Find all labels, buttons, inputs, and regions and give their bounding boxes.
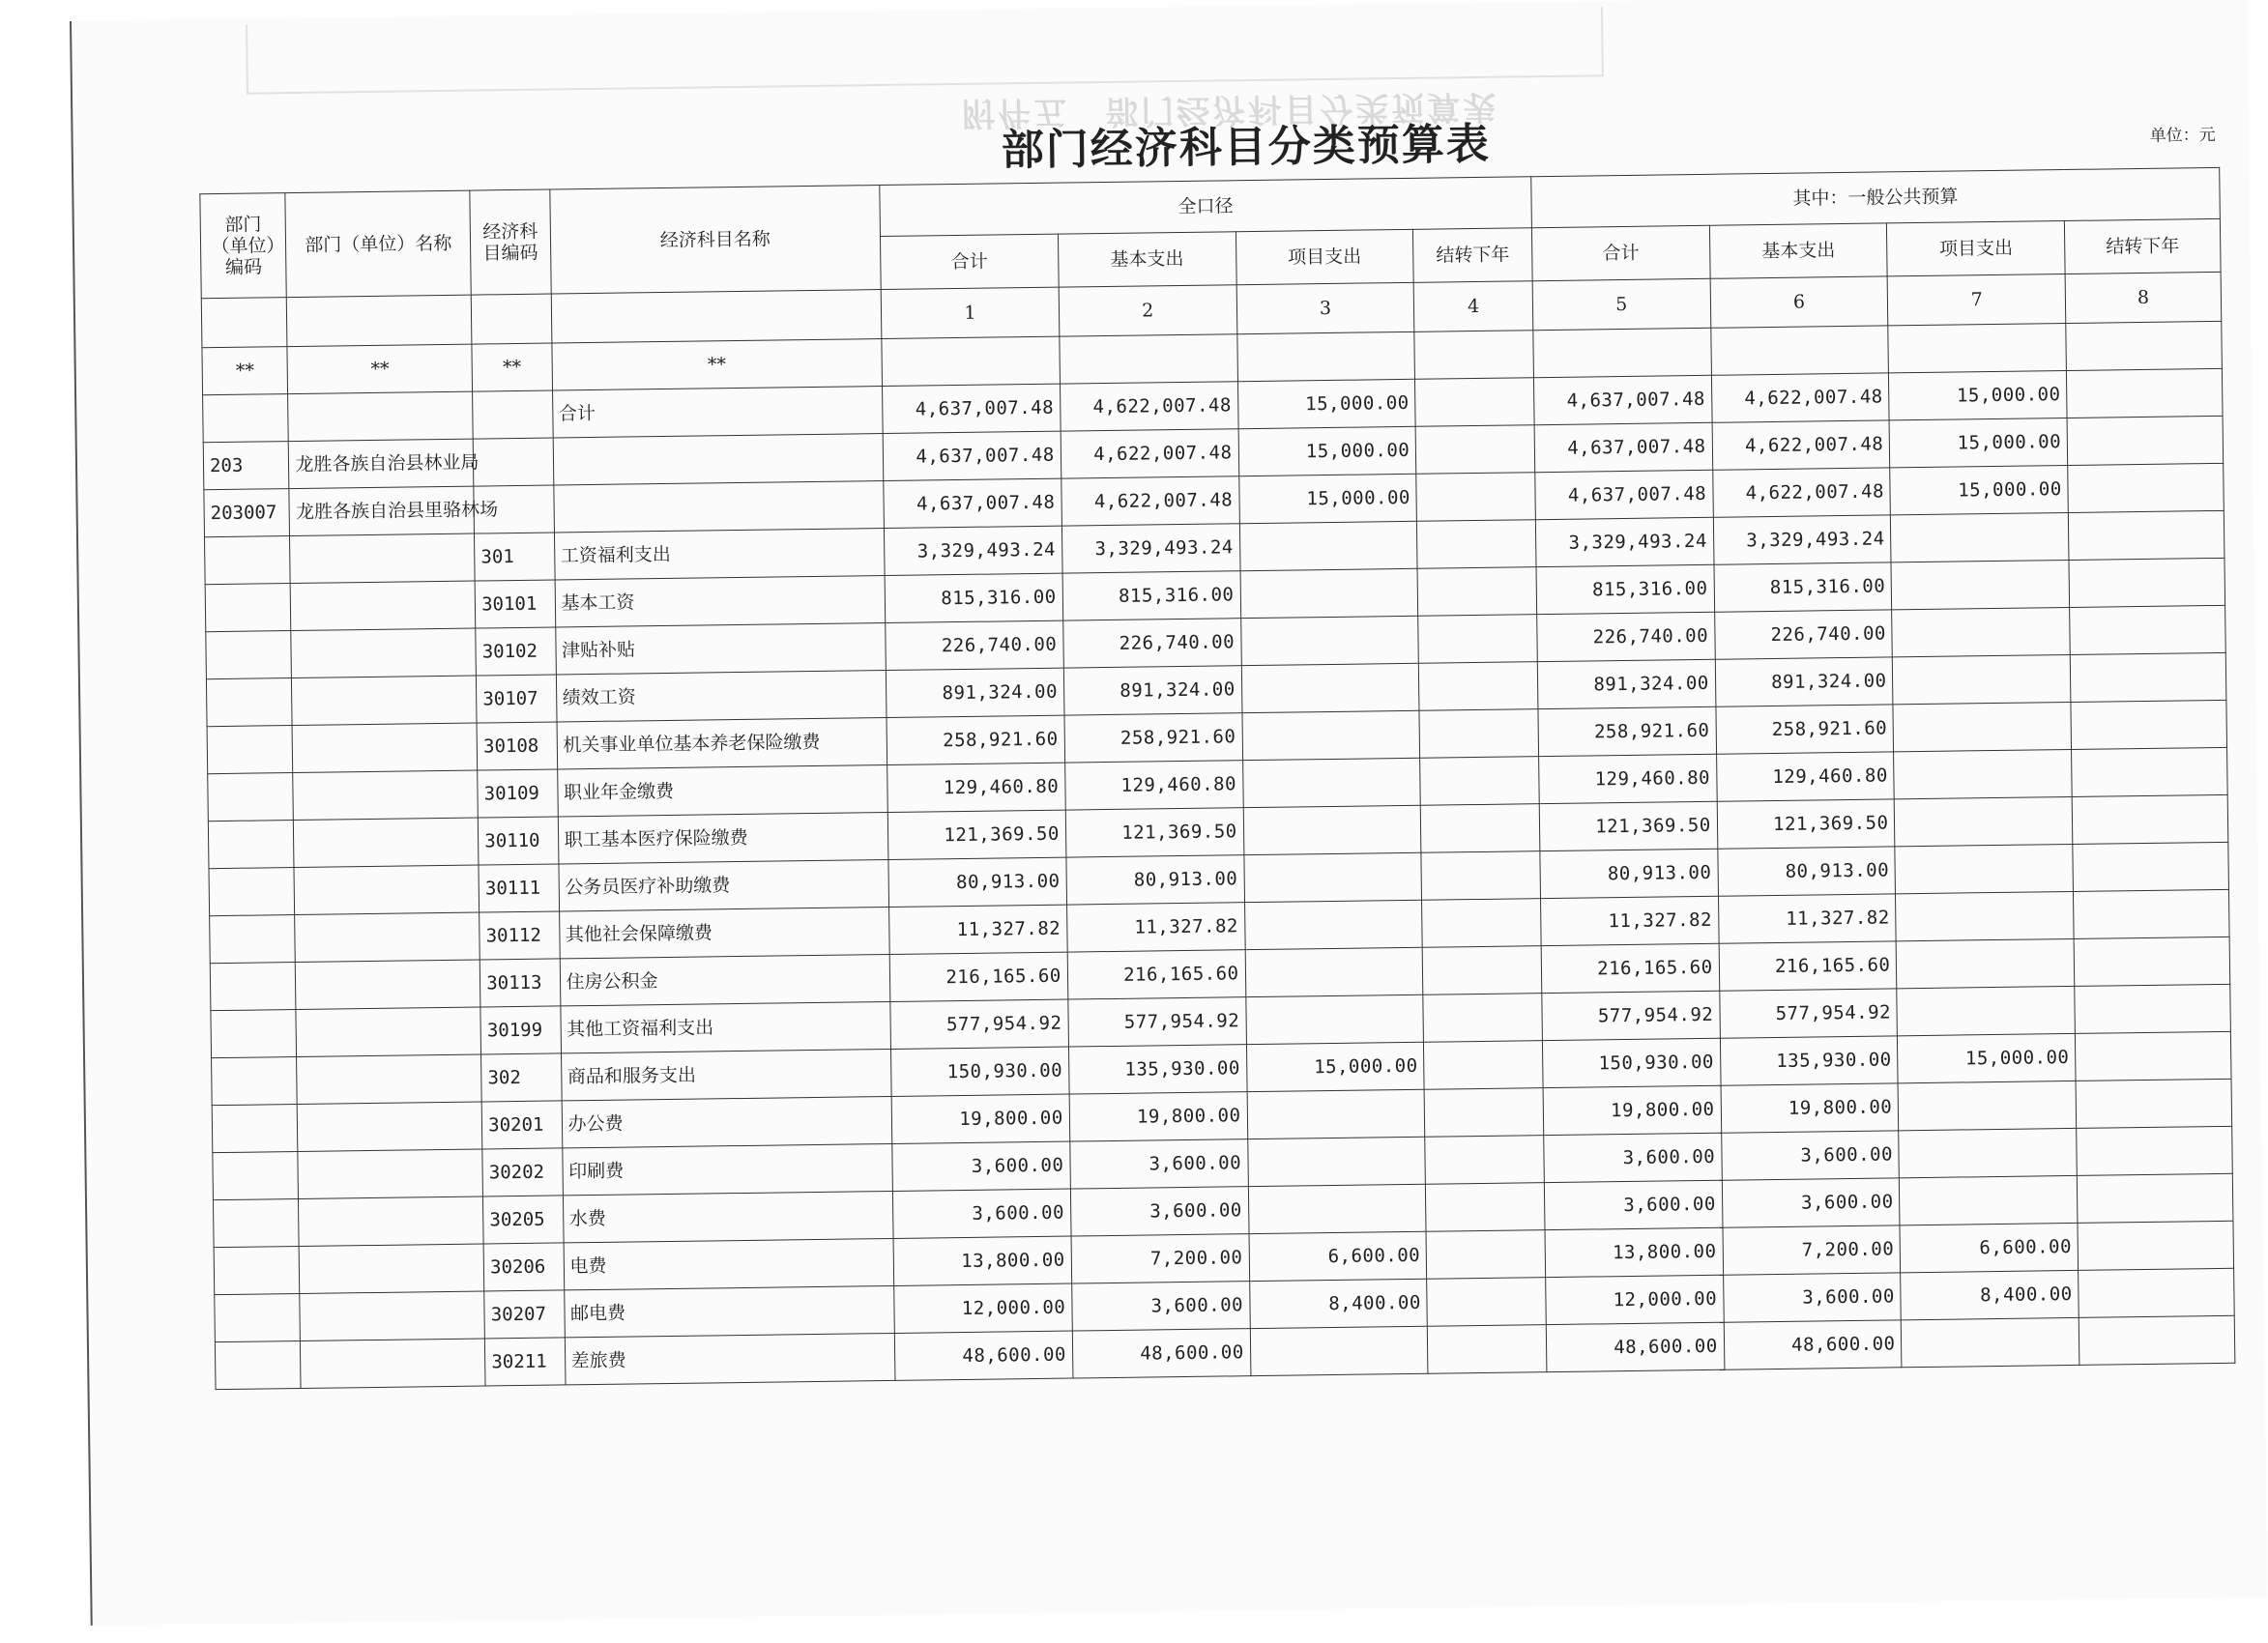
cell-amount — [1895, 796, 2073, 846]
cell-amount — [1415, 378, 1534, 427]
cell-amount: 216,165.60 — [1067, 950, 1245, 999]
cell-amount — [1892, 607, 2070, 656]
cell-econ-code: 30107 — [477, 675, 557, 723]
cell-dept-name: 龙胜各族自治县里骆林场 — [289, 486, 474, 535]
header-sub-total: 合计 — [1531, 225, 1709, 280]
cell-amount — [1417, 567, 1536, 617]
cell-econ-code: 302 — [481, 1053, 562, 1102]
cell-amount: 4,622,007.48 — [1061, 429, 1238, 478]
cell-amount: 48,600.00 — [1724, 1320, 1902, 1369]
cell-amount: 129,460.80 — [1716, 752, 1894, 801]
cell-amount — [1248, 1184, 1426, 1233]
cell-amount — [1427, 1278, 1546, 1327]
cell-dept-name: 龙胜各族自治县林业局 — [289, 439, 474, 488]
cell-amount — [2067, 416, 2223, 465]
page-title: 部门经济科目分类预算表 — [1001, 119, 1492, 176]
cell-amount: 11,327.82 — [1066, 903, 1244, 952]
cell-amount: 3,329,493.24 — [1535, 517, 1713, 566]
cell-econ-name: 电费 — [564, 1238, 894, 1289]
cell-amount — [1893, 702, 2071, 751]
cell-econ-name: 基本工资 — [555, 576, 886, 627]
cell-amount: 15,000.00 — [1246, 1042, 1424, 1091]
header-index-number: 6 — [1710, 276, 1888, 328]
cell-dept-code — [206, 631, 292, 679]
cell-dept-code: 203007 — [204, 489, 290, 537]
cell-econ-name: 津贴补贴 — [555, 623, 886, 675]
cell-econ-code: 30112 — [480, 911, 560, 960]
header-sub-carryover: 结转下年 — [1413, 228, 1532, 283]
cell-amount: 3,329,493.24 — [1061, 524, 1239, 573]
cell-amount — [1239, 521, 1417, 570]
cell-amount: 48,600.00 — [1546, 1322, 1724, 1371]
cell-dept-code — [214, 1247, 300, 1295]
cell-amount: 129,460.80 — [887, 763, 1065, 812]
cell-amount — [1247, 1089, 1425, 1139]
cell-dept-name — [292, 723, 477, 772]
header-index-blank — [287, 295, 472, 346]
cell-dept-name — [297, 1054, 481, 1104]
cell-econ-name: 办公费 — [562, 1096, 892, 1147]
cell-amount — [1245, 947, 1423, 996]
cell-amount — [1899, 1128, 2077, 1177]
cell-amount — [1533, 328, 1711, 377]
header-index-number: 3 — [1236, 282, 1414, 333]
cell-econ-code — [473, 390, 553, 439]
cell-amount: 15,000.00 — [1237, 379, 1415, 428]
cell-amount: 3,600.00 — [892, 1189, 1070, 1238]
cell-dept-name — [294, 865, 479, 914]
cell-amount — [2071, 700, 2226, 749]
cell-amount: 129,460.80 — [1064, 761, 1242, 810]
cell-dept-name — [296, 960, 480, 1009]
bleed-through-table — [246, 7, 1604, 94]
cell-amount: 135,930.00 — [1068, 1045, 1246, 1094]
header-dept-code: 部门（单位）编码 — [200, 193, 287, 299]
cell-econ-name: 公务员医疗补助缴费 — [558, 859, 888, 910]
cell-amount — [1418, 615, 1537, 664]
cell-amount: 121,369.50 — [1539, 801, 1717, 850]
cell-amount — [1243, 852, 1421, 902]
cell-amount — [1240, 616, 1418, 665]
header-index-blank — [551, 290, 882, 343]
cell-econ-name: 商品和服务支出 — [561, 1049, 891, 1100]
cell-amount — [1896, 891, 2074, 940]
cell-amount: 121,369.50 — [1065, 808, 1243, 857]
cell-amount — [1710, 326, 1888, 375]
cell-amount — [1900, 1175, 2078, 1225]
cell-amount: 12,000.00 — [894, 1283, 1072, 1333]
cell-amount: 4,637,007.48 — [1533, 375, 1711, 424]
cell-econ-name: 工资福利支出 — [554, 529, 885, 580]
cell-amount: 80,913.00 — [1540, 849, 1718, 898]
cell-amount: 815,316.00 — [1062, 571, 1240, 620]
cell-amount: 4,637,007.48 — [884, 478, 1061, 528]
cell-dept-code — [208, 773, 294, 822]
header-index-number: 2 — [1059, 285, 1236, 336]
cell-dept-name — [300, 1291, 484, 1340]
cell-econ-code: 30108 — [477, 722, 557, 770]
cell-amount — [1243, 805, 1421, 854]
cell-dept-code — [204, 536, 290, 585]
cell-amount: 12,000.00 — [1546, 1275, 1724, 1324]
cell-amount — [1421, 851, 1540, 901]
cell-econ-code: 30201 — [481, 1101, 562, 1149]
cell-amount: 8,400.00 — [1249, 1279, 1427, 1328]
cell-econ-code: 30202 — [482, 1148, 563, 1196]
cell-amount: 4,622,007.48 — [1711, 373, 1889, 422]
cell-econ-name: ** — [551, 339, 882, 390]
cell-amount: 13,800.00 — [1545, 1227, 1723, 1277]
cell-amount — [1236, 331, 1414, 381]
cell-amount: 4,622,007.48 — [1060, 382, 1237, 431]
cell-amount: 19,800.00 — [891, 1094, 1069, 1143]
cell-amount — [1898, 1081, 2076, 1130]
cell-amount: 891,324.00 — [886, 668, 1063, 717]
cell-amount: 216,165.60 — [889, 952, 1067, 1001]
cell-amount — [1888, 323, 2066, 372]
cell-amount — [1902, 1317, 2079, 1367]
cell-amount: 135,930.00 — [1720, 1036, 1898, 1085]
cell-dept-name — [291, 628, 476, 677]
cell-amount: 15,000.00 — [1890, 465, 2068, 514]
cell-amount: 3,329,493.24 — [1713, 515, 1891, 564]
cell-amount: 11,327.82 — [889, 905, 1067, 954]
cell-amount — [1421, 804, 1540, 853]
header-sub-carryover: 结转下年 — [2065, 218, 2222, 274]
cell-amount — [2074, 937, 2229, 986]
cell-dept-name — [295, 912, 480, 962]
scanned-page — [70, 0, 2268, 1626]
cell-dept-code: 203 — [203, 442, 289, 490]
cell-amount — [1423, 994, 1542, 1043]
cell-amount: 4,637,007.48 — [883, 431, 1061, 480]
cell-dept-name — [294, 818, 479, 867]
cell-amount: 7,200.00 — [1723, 1225, 1901, 1275]
budget-table — [199, 167, 2235, 1390]
cell-econ-name: 其他工资福利支出 — [560, 1001, 890, 1052]
cell-dept-code — [208, 821, 294, 869]
cell-amount: 226,740.00 — [1714, 610, 1892, 659]
cell-amount — [2072, 794, 2227, 844]
cell-amount — [2077, 1126, 2232, 1175]
cell-amount — [2066, 321, 2222, 370]
cell-amount — [1894, 749, 2072, 798]
cell-econ-name: 水费 — [563, 1191, 893, 1242]
cell-econ-code — [473, 438, 553, 486]
cell-amount: 3,600.00 — [1070, 1187, 1248, 1236]
cell-amount — [2076, 1079, 2231, 1128]
header-group-all: 全口径 — [880, 177, 1532, 237]
cell-amount: 3,600.00 — [1544, 1180, 1722, 1229]
cell-dept-name — [292, 676, 477, 725]
cell-econ-code: 30101 — [475, 580, 555, 628]
cell-amount: 258,921.60 — [887, 715, 1064, 764]
cell-amount: 6,600.00 — [1900, 1223, 2078, 1272]
cell-dept-name — [296, 1007, 480, 1056]
cell-amount — [1247, 1137, 1425, 1186]
header-dept-name: 部门（单位）名称 — [285, 190, 471, 297]
cell-amount — [1242, 758, 1420, 807]
table-body — [202, 321, 2235, 1389]
cell-amount — [1428, 1325, 1547, 1374]
cell-dept-name — [288, 391, 473, 441]
cell-dept-code — [210, 915, 296, 964]
cell-amount: 15,000.00 — [1238, 426, 1416, 476]
cell-amount: 121,369.50 — [887, 810, 1065, 859]
cell-amount: 3,600.00 — [1721, 1131, 1899, 1180]
cell-amount — [1424, 1088, 1543, 1138]
bleed-through-title: 附件五 部门经济科目分类预算表 — [962, 86, 1499, 132]
cell-amount: 15,000.00 — [1898, 1033, 2076, 1082]
cell-dept-name — [301, 1339, 485, 1388]
cell-dept-name — [299, 1244, 483, 1293]
header-index-blank — [471, 294, 551, 344]
cell-amount — [1425, 1136, 1544, 1185]
cell-amount — [2069, 558, 2224, 607]
cell-econ-code: ** — [472, 343, 552, 391]
cell-econ-code: 30211 — [485, 1338, 566, 1386]
header-group-general: 其中：一般公共预算 — [1531, 167, 2221, 227]
cell-dept-code — [210, 963, 296, 1011]
cell-econ-name: 职工基本医疗保险缴费 — [558, 812, 888, 863]
cell-econ-name — [553, 481, 884, 533]
cell-econ-code: 30199 — [480, 1006, 561, 1054]
cell-amount: 216,165.60 — [1541, 943, 1719, 993]
cell-amount — [1424, 1041, 1543, 1090]
cell-dept-code — [212, 1105, 298, 1153]
cell-amount — [1897, 938, 2075, 988]
cell-amount: 258,921.60 — [1064, 713, 1242, 763]
cell-econ-code: 30111 — [479, 864, 559, 912]
cell-amount: 8,400.00 — [1901, 1270, 2079, 1319]
cell-econ-name: 住房公积金 — [560, 954, 890, 1005]
cell-amount — [1245, 994, 1423, 1044]
cell-amount: 891,324.00 — [1715, 657, 1893, 706]
cell-amount — [2069, 510, 2224, 560]
cell-amount: 216,165.60 — [1719, 941, 1897, 991]
cell-econ-name: 机关事业单位基本养老保险缴费 — [557, 718, 887, 769]
cell-dept-name — [298, 1149, 482, 1198]
cell-econ-name: 印刷费 — [562, 1143, 892, 1195]
cell-amount — [1422, 946, 1541, 995]
cell-dept-code — [215, 1293, 301, 1341]
cell-amount: 80,913.00 — [888, 857, 1066, 907]
cell-amount: 15,000.00 — [1889, 418, 2067, 467]
cell-amount: 13,800.00 — [893, 1236, 1071, 1285]
cell-amount: 4,637,007.48 — [882, 384, 1060, 433]
cell-amount — [882, 336, 1060, 386]
cell-amount — [2079, 1315, 2234, 1365]
cell-dept-code — [211, 1010, 297, 1058]
cell-amount: 226,740.00 — [1537, 612, 1715, 661]
cell-amount — [1416, 473, 1535, 522]
cell-econ-code: 30110 — [479, 817, 559, 865]
cell-econ-name: 绩效工资 — [556, 671, 887, 722]
header-sub-project: 项目支出 — [1887, 221, 2065, 276]
cell-amount: 891,324.00 — [1537, 659, 1715, 708]
cell-dept-code — [203, 394, 289, 443]
cell-dept-name — [293, 770, 478, 820]
cell-dept-name — [290, 533, 475, 583]
cell-amount — [2067, 368, 2223, 418]
cell-dept-name: ** — [287, 344, 472, 393]
cell-econ-code: 30109 — [478, 769, 558, 818]
cell-amount — [1422, 899, 1541, 948]
cell-amount: 129,460.80 — [1538, 754, 1716, 803]
header-index-number: 1 — [881, 287, 1059, 338]
header-sub-basic: 基本支出 — [1058, 232, 1236, 287]
cell-dept-code — [213, 1199, 299, 1248]
cell-amount: 226,740.00 — [1062, 619, 1240, 668]
cell-econ-code: 30206 — [483, 1243, 564, 1291]
cell-dept-code — [209, 868, 295, 916]
cell-amount — [1242, 710, 1420, 760]
cell-amount — [1426, 1183, 1545, 1232]
cell-amount: 3,600.00 — [1723, 1273, 1901, 1322]
cell-econ-name: 合计 — [552, 387, 883, 438]
cell-econ-name: 职业年金缴费 — [557, 764, 887, 816]
cell-amount — [1893, 654, 2071, 704]
cell-amount: 11,327.82 — [1718, 894, 1896, 943]
cell-amount — [1417, 520, 1536, 569]
cell-amount: 19,800.00 — [1721, 1083, 1899, 1133]
cell-amount: 3,600.00 — [1071, 1282, 1249, 1331]
cell-amount: 4,622,007.48 — [1712, 420, 1890, 470]
cell-amount: 7,200.00 — [1071, 1234, 1249, 1283]
cell-amount: 80,913.00 — [1066, 855, 1244, 905]
cell-amount: 19,800.00 — [1069, 1092, 1247, 1141]
cell-amount: 577,954.92 — [1719, 989, 1897, 1038]
cell-amount: 815,316.00 — [1536, 564, 1714, 614]
cell-amount — [1426, 1230, 1545, 1280]
cell-amount: 4,622,007.48 — [1061, 476, 1239, 526]
cell-amount: 3,329,493.24 — [884, 526, 1061, 575]
header-econ-code: 经济科目编码 — [470, 189, 551, 295]
cell-amount: 891,324.00 — [1063, 666, 1241, 715]
cell-amount: 121,369.50 — [1717, 799, 1895, 849]
cell-amount: 4,637,007.48 — [1535, 470, 1713, 519]
cell-amount: 577,954.92 — [1542, 991, 1720, 1040]
cell-amount — [1240, 568, 1418, 618]
header-index-number: 7 — [1888, 274, 2066, 326]
cell-econ-name: 差旅费 — [565, 1333, 895, 1384]
cell-econ-name — [553, 434, 884, 485]
cell-amount — [1244, 900, 1422, 949]
header-sub-total: 合计 — [880, 234, 1058, 289]
cell-dept-code — [206, 678, 292, 727]
cell-amount: 11,327.82 — [1540, 896, 1718, 945]
cell-amount: 80,913.00 — [1717, 847, 1895, 896]
cell-amount — [1060, 334, 1237, 384]
cell-amount — [1891, 512, 2069, 562]
cell-econ-name: 其他社会保障缴费 — [559, 907, 889, 958]
cell-econ-code: 30205 — [483, 1196, 564, 1244]
cell-amount: 15,000.00 — [1889, 370, 2067, 419]
cell-dept-code: ** — [202, 347, 288, 395]
cell-amount — [1419, 709, 1538, 759]
cell-amount — [1250, 1326, 1428, 1375]
cell-amount — [1414, 331, 1533, 380]
cell-amount: 4,622,007.48 — [1712, 468, 1890, 517]
cell-amount — [1891, 560, 2069, 609]
cell-amount: 226,740.00 — [886, 620, 1063, 670]
cell-amount — [2073, 842, 2228, 891]
cell-amount — [1241, 663, 1419, 712]
cell-dept-code — [205, 584, 291, 632]
unit-label: 单位：元 — [2149, 125, 2216, 146]
cell-amount: 577,954.92 — [1068, 997, 1246, 1047]
cell-amount: 258,921.60 — [1716, 705, 1894, 754]
cell-dept-code — [213, 1152, 299, 1200]
cell-amount — [1419, 662, 1538, 711]
cell-amount: 3,600.00 — [1722, 1178, 1900, 1227]
cell-amount: 3,600.00 — [892, 1141, 1070, 1191]
cell-dept-name — [298, 1102, 482, 1151]
cell-amount: 577,954.92 — [890, 999, 1068, 1049]
cell-econ-name: 邮电费 — [564, 1285, 894, 1337]
cell-amount — [1897, 986, 2075, 1035]
cell-amount — [2078, 1221, 2233, 1270]
cell-dept-code — [207, 726, 293, 774]
cell-amount: 150,930.00 — [1542, 1038, 1720, 1087]
cell-dept-name — [299, 1196, 483, 1246]
header-index-number: 4 — [1413, 281, 1532, 332]
cell-amount — [1415, 425, 1534, 475]
cell-econ-code: 30113 — [480, 959, 560, 1007]
header-econ-name: 经济科目名称 — [549, 186, 881, 294]
cell-dept-name — [291, 581, 476, 630]
cell-amount — [2078, 1173, 2233, 1223]
cell-amount: 815,316.00 — [1714, 562, 1892, 612]
cell-amount: 3,600.00 — [1070, 1139, 1248, 1189]
cell-amount — [2074, 889, 2229, 938]
cell-dept-code — [212, 1057, 298, 1106]
cell-amount — [2075, 984, 2230, 1033]
cell-amount: 15,000.00 — [1238, 474, 1416, 523]
cell-amount: 3,600.00 — [1544, 1133, 1722, 1182]
cell-amount: 150,930.00 — [890, 1047, 1068, 1096]
cell-amount — [2070, 652, 2225, 702]
cell-amount — [2072, 747, 2227, 796]
header-sub-project: 项目支出 — [1236, 229, 1413, 284]
header-index-number: 8 — [2065, 272, 2221, 323]
cell-amount — [1895, 844, 2073, 893]
cell-amount: 4,637,007.48 — [1534, 422, 1712, 472]
cell-amount: 48,600.00 — [1072, 1329, 1250, 1378]
cell-amount — [2076, 1031, 2231, 1081]
cell-amount: 19,800.00 — [1543, 1085, 1721, 1135]
cell-amount — [2079, 1268, 2234, 1317]
header-index-number: 5 — [1532, 278, 1710, 330]
cell-amount: 48,600.00 — [894, 1331, 1072, 1380]
cell-amount: 815,316.00 — [885, 573, 1062, 622]
cell-dept-code — [215, 1340, 301, 1389]
header-index-blank — [201, 298, 287, 348]
cell-amount — [1420, 757, 1539, 806]
cell-econ-code: 30102 — [476, 627, 556, 676]
cell-amount — [2070, 605, 2225, 654]
cell-econ-code: 30207 — [484, 1290, 565, 1339]
cell-amount — [2068, 463, 2224, 512]
cell-econ-code: 301 — [475, 533, 555, 581]
cell-amount: 258,921.60 — [1538, 706, 1716, 756]
cell-amount: 6,600.00 — [1249, 1231, 1427, 1281]
header-sub-basic: 基本支出 — [1709, 223, 1887, 278]
